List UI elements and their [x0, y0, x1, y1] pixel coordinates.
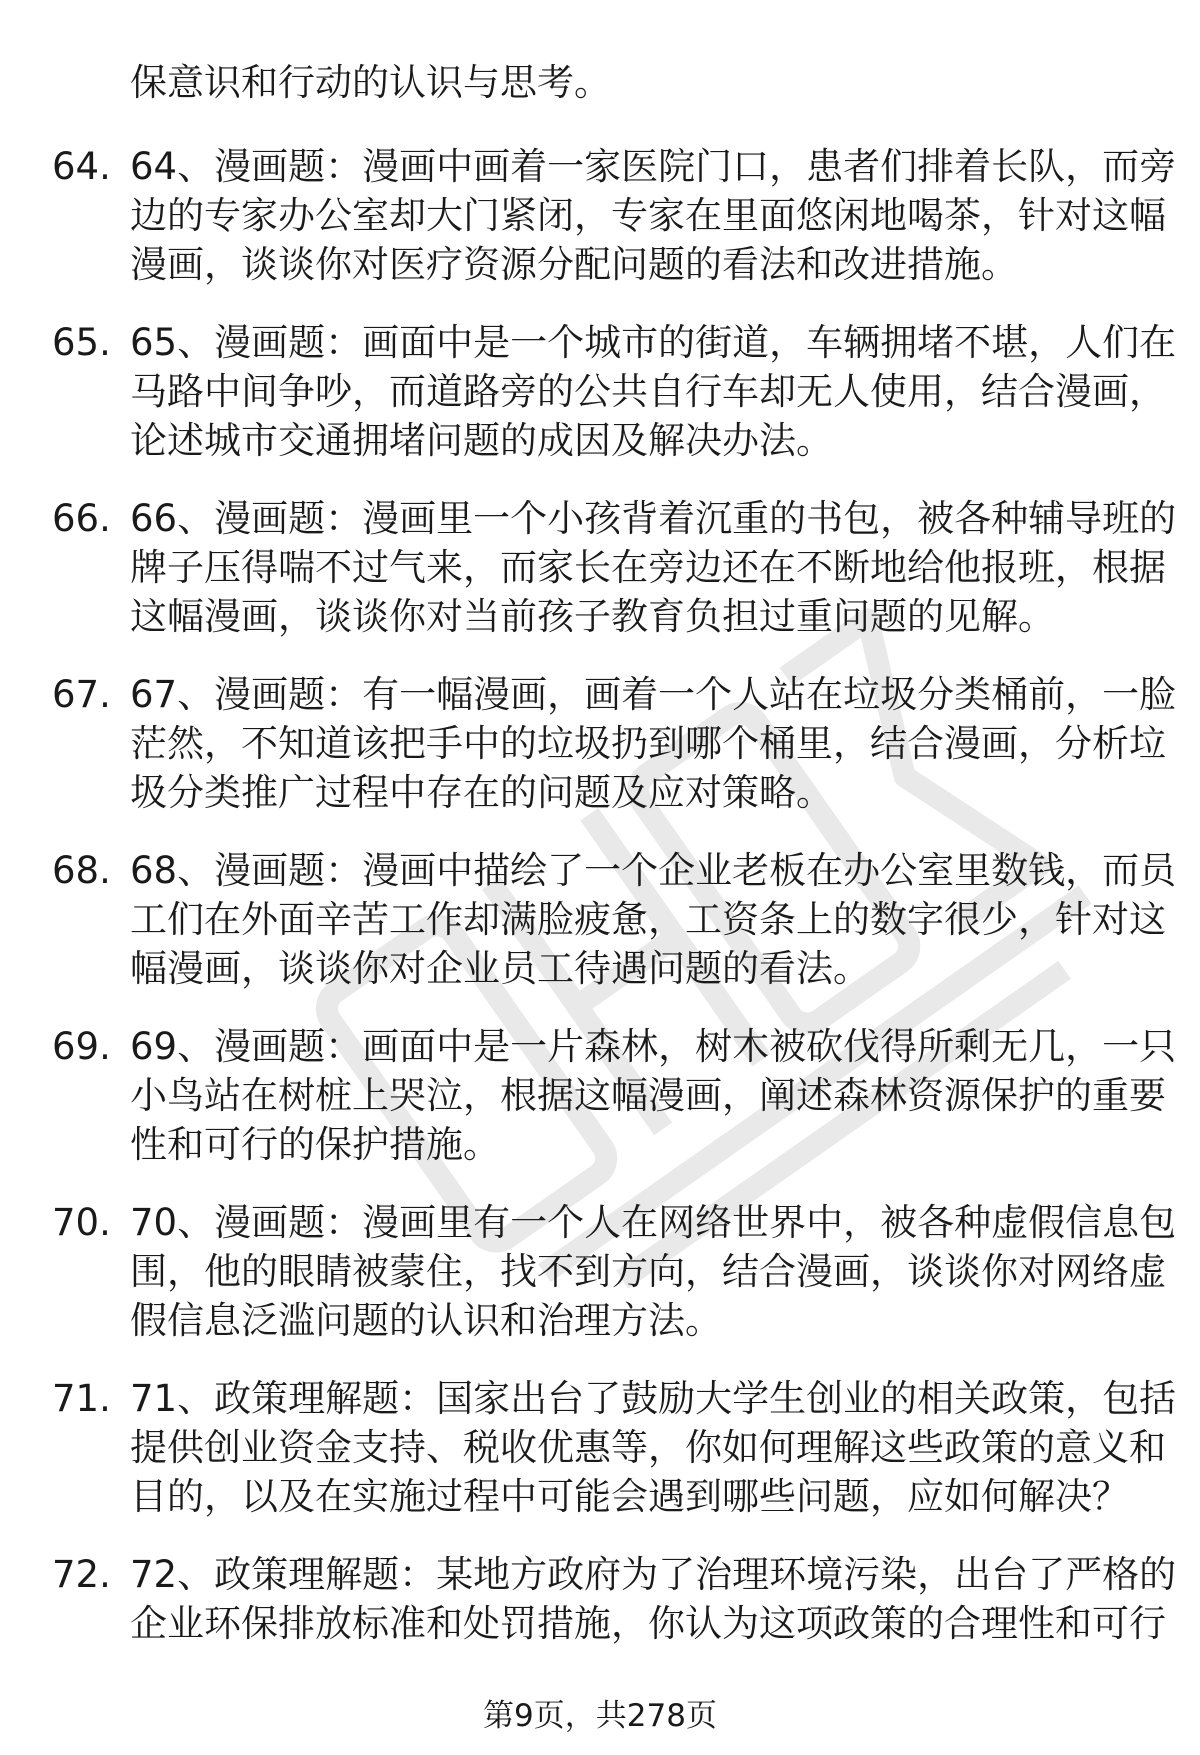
text-line: 漫画，谈谈你对医疗资源分配问题的看法和改进措施。 [130, 243, 1018, 286]
text-line: 幅漫画，谈谈你对企业员工待遇问题的看法。 [130, 947, 870, 990]
question-list [0, 142, 1200, 1726]
list-item [0, 1198, 1200, 1374]
list-item [0, 142, 1200, 318]
page-footer: 第9页，共278页 [483, 1698, 717, 1734]
question-number: 65. [52, 321, 111, 364]
text-line: 66、漫画题：漫画里一个小孩背着沉重的书包，被各种辅导班的 [130, 497, 1177, 540]
text-line: 论述城市交通拥堵问题的成因及解决办法。 [130, 419, 833, 462]
list-item [0, 1374, 1200, 1550]
question-text [130, 494, 1177, 641]
text-line: 这幅漫画，谈谈你对当前孩子教育负担过重问题的见解。 [130, 595, 1055, 638]
text-line: 小鸟站在树桩上哭泣，根据这幅漫画，阐述森林资源保护的重要 [130, 1074, 1166, 1117]
question-text [130, 1550, 1177, 1648]
question-number: 64. [52, 145, 111, 188]
list-item [0, 494, 1200, 670]
question-number: 69. [52, 1025, 111, 1068]
text-line: 边的专家办公室却大门紧闭，专家在里面悠闲地喝茶，针对这幅 [130, 194, 1166, 237]
text-line: 72、政策理解题：某地方政府为了治理环境污染，出台了严格的 [130, 1553, 1177, 1596]
text-line: 71、政策理解题：国家出台了鼓励大学生创业的相关政策，包括 [130, 1377, 1177, 1420]
text-line: 企业环保排放标准和处罚措施，你认为这项政策的合理性和可行 [130, 1602, 1166, 1645]
list-item [0, 1022, 1200, 1198]
question-number: 72. [52, 1553, 111, 1596]
text-line: 64、漫画题：漫画中画着一家医院门口，患者们排着长队，而旁 [130, 145, 1177, 188]
question-text [130, 142, 1177, 289]
question-text [130, 846, 1177, 993]
question-number: 71. [52, 1377, 111, 1420]
question-number: 66. [52, 497, 111, 540]
text-line: 性和可行的保护措施。 [130, 1123, 500, 1166]
text-line: 圾分类推广过程中存在的问题及应对策略。 [130, 771, 833, 814]
continuation-text: 保意识和行动的认识与思考。 [130, 61, 611, 104]
text-line: 马路中间争吵，而道路旁的公共自行车却无人使用，结合漫画， [130, 370, 1166, 413]
question-text [130, 318, 1177, 465]
list-item [0, 846, 1200, 1022]
question-number: 68. [52, 849, 111, 892]
text-line: 65、漫画题：画面中是一个城市的街道，车辆拥堵不堪，人们在 [130, 321, 1177, 364]
text-line: 牌子压得喘不过气来，而家长在旁边还在不断地给他报班，根据 [130, 546, 1166, 589]
text-line: 假信息泛滥问题的认识和治理方法。 [130, 1299, 722, 1342]
list-item [0, 318, 1200, 494]
question-text [130, 1198, 1177, 1345]
list-item [0, 670, 1200, 846]
text-line: 70、漫画题：漫画里有一个人在网络世界中，被各种虚假信息包 [130, 1201, 1177, 1244]
text-line: 围，他的眼睛被蒙住，找不到方向，结合漫画，谈谈你对网络虚 [130, 1250, 1166, 1293]
text-line: 67、漫画题：有一幅漫画，画着一个人站在垃圾分类桶前，一脸 [130, 673, 1177, 716]
text-line: 茫然，不知道该把手中的垃圾扔到哪个桶里，结合漫画，分析垃 [130, 722, 1166, 765]
question-number: 70. [52, 1201, 111, 1244]
text-line: 69、漫画题：画面中是一片森林，树木被砍伐得所剩无几，一只 [130, 1025, 1177, 1068]
text-line: 目的，以及在实施过程中可能会遇到哪些问题，应如何解决？ [130, 1475, 1129, 1518]
question-number: 67. [52, 673, 111, 716]
text-line: 68、漫画题：漫画中描绘了一个企业老板在办公室里数钱，而员 [130, 849, 1177, 892]
text-line: 提供创业资金支持、税收优惠等，你如何理解这些政策的意义和 [130, 1426, 1166, 1469]
text-line: 工们在外面辛苦工作却满脸疲惫，工资条上的数字很少，针对这 [130, 898, 1166, 941]
question-text [130, 1022, 1177, 1169]
question-text [130, 670, 1177, 817]
question-text [130, 1374, 1177, 1521]
